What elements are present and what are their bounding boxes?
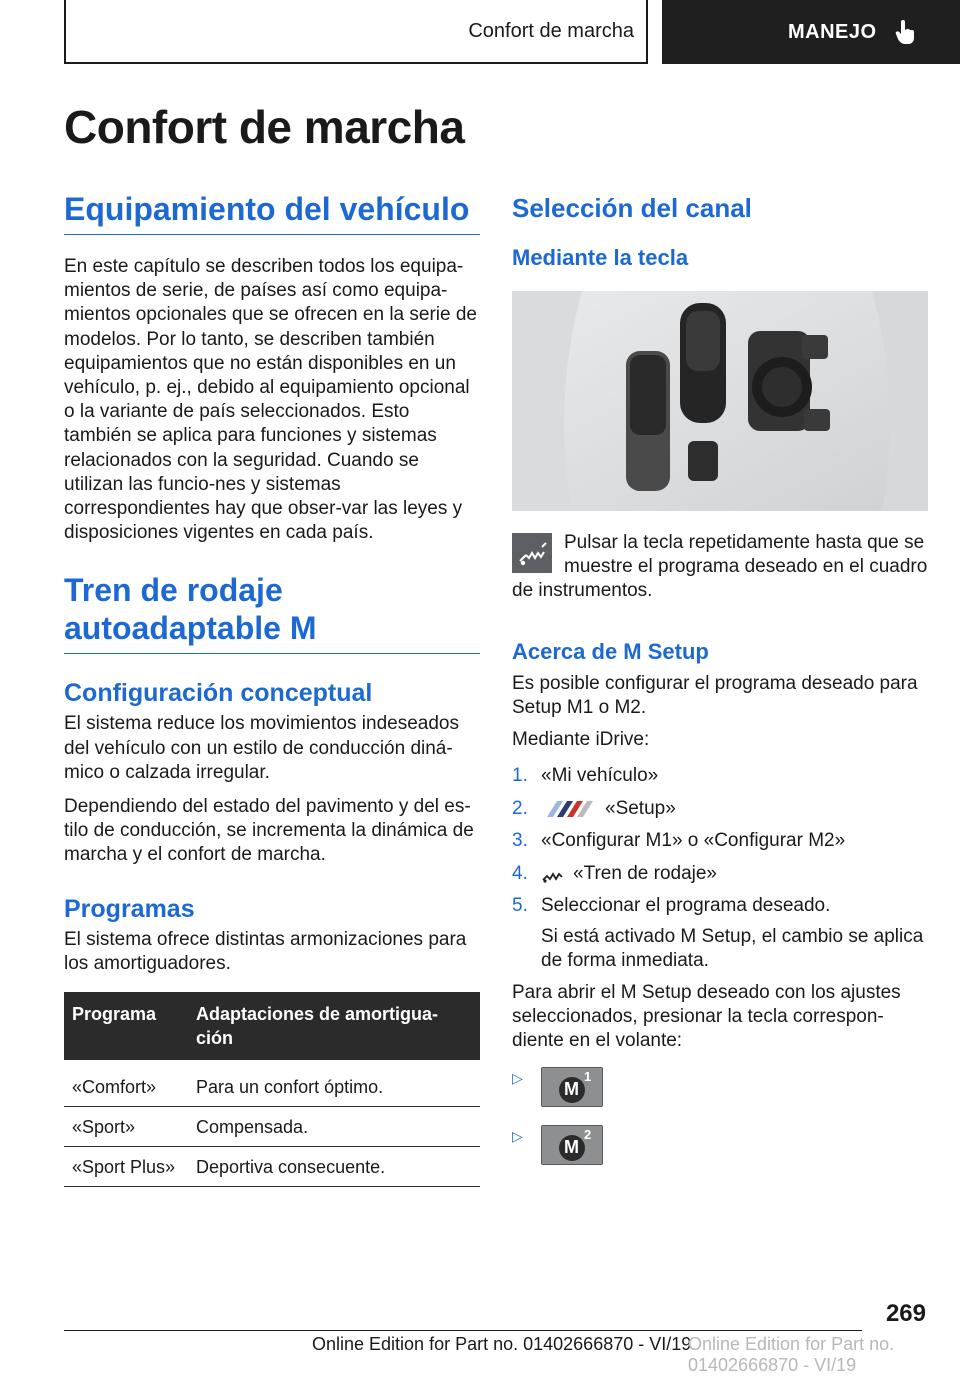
list-item bbox=[512, 1067, 928, 1123]
heading-tren-rodaje: Tren de rodaje autoadaptable M bbox=[64, 571, 480, 654]
step-text: «Setup» bbox=[605, 797, 676, 819]
footer-edition: Online Edition for Part no. 01402666870 - VI/19 bbox=[312, 1334, 692, 1354]
paragraph-programas: El sistema ofrece distintas armonizaciones para los amortiguadores. bbox=[64, 928, 467, 974]
page-title: Confort de marcha bbox=[64, 101, 465, 153]
header-section-label: Confort de marcha bbox=[468, 19, 634, 42]
table-cell: Deportiva consecuente. bbox=[188, 1147, 480, 1187]
header-tab-label: MANEJO bbox=[788, 20, 877, 43]
idrive-steps-list bbox=[512, 764, 928, 973]
m2-superscript: 2 bbox=[584, 1127, 592, 1143]
paragraph-tecla-line3: de instrumentos. bbox=[512, 580, 653, 602]
table-cell: Compensada. bbox=[188, 1107, 480, 1147]
m-stripes-icon bbox=[541, 799, 597, 819]
m2-label: M bbox=[564, 1137, 579, 1158]
step-text: Seleccionar el programa deseado. bbox=[541, 895, 831, 917]
list-item bbox=[512, 862, 928, 886]
left-column bbox=[64, 190, 480, 1187]
header-tab[interactable] bbox=[662, 0, 960, 64]
list-item bbox=[512, 764, 928, 788]
step-number: 2. bbox=[512, 797, 528, 819]
m1-steering-button bbox=[541, 1067, 603, 1107]
table-header-adaptaciones: Adaptaciones de amortigua‐ción bbox=[188, 992, 480, 1060]
list-item bbox=[512, 894, 928, 973]
list-item bbox=[512, 829, 928, 853]
heading-acerca-msetup: Acerca de M Setup bbox=[512, 638, 709, 664]
table-cell: «Sport Plus» bbox=[64, 1147, 188, 1187]
step-number: 4. bbox=[512, 862, 528, 884]
m1-label: M bbox=[564, 1079, 579, 1100]
page-number: 269 bbox=[885, 1300, 926, 1327]
table-cell: «Comfort» bbox=[64, 1060, 188, 1107]
paragraph-msetup-1: Es posible configurar el programa deseado para Setup M1 o M2. bbox=[512, 672, 918, 718]
paragraph-concept-2: Dependiendo del estado del pavimento y del es‐tilo de conducción, se incrementa la dinámica de marcha y el confort de marcha. bbox=[64, 796, 474, 866]
paragraph-volante: Para abrir el M Setup deseado con los ajustes seleccionados, presionar la tecla correspon‐diente en el volante: bbox=[512, 981, 901, 1052]
heading-configuracion: Configuración conceptual bbox=[64, 679, 373, 708]
hand-pointer-icon bbox=[895, 19, 917, 45]
programs-table bbox=[64, 992, 480, 1187]
footer-divider bbox=[64, 1330, 862, 1331]
paragraph-concept-1: El sistema reduce los movimientos indeseados del vehículo con un estilo de conducción diná‐mico o calzada irregular. bbox=[64, 713, 459, 783]
step-text: «Configurar M1» o «Configurar M2» bbox=[541, 830, 846, 852]
heading-seleccion-canal: Selección del canal bbox=[512, 193, 752, 223]
list-item bbox=[512, 797, 928, 821]
paragraph-tecla-line1: Pulsar la tecla repetidamente hasta que se bbox=[564, 532, 925, 553]
table-cell: «Sport» bbox=[64, 1107, 188, 1147]
heading-mediante-tecla: Mediante la tecla bbox=[512, 245, 689, 270]
table-header-programa: Programa bbox=[64, 992, 188, 1060]
footer-watermark: Online Edition for Part no. 01402666870 - VI/19 bbox=[688, 1334, 895, 1375]
step-text: «Tren de rodaje» bbox=[573, 862, 718, 884]
heading-equipamiento: Equipamiento del vehículo bbox=[64, 190, 480, 235]
m1-superscript: 1 bbox=[584, 1069, 592, 1085]
right-column bbox=[512, 190, 928, 1181]
tecla-instruction bbox=[512, 531, 928, 604]
table-row bbox=[64, 1107, 480, 1147]
suspension-button-icon bbox=[512, 533, 552, 573]
header-section-box bbox=[64, 0, 648, 64]
heading-programas: Programas bbox=[64, 894, 195, 923]
triangle-bullet-icon: ▷ bbox=[512, 1070, 523, 1087]
paragraph-tecla-line2: muestre el programa deseado en el cuadro bbox=[564, 556, 928, 578]
step-number: 3. bbox=[512, 830, 528, 852]
step-5-note: Si está activado M Setup, el cambio se aplica de forma inmediata. bbox=[541, 926, 924, 972]
table-header-row bbox=[64, 992, 480, 1060]
m2-steering-button bbox=[541, 1125, 603, 1165]
paragraph-msetup-2: Mediante iDrive: bbox=[512, 729, 650, 751]
step-number: 5. bbox=[512, 895, 528, 917]
list-item bbox=[512, 1125, 928, 1181]
triangle-bullet-icon: ▷ bbox=[512, 1128, 523, 1145]
center-console-photo bbox=[512, 291, 928, 511]
suspension-icon bbox=[541, 864, 565, 884]
step-number: 1. bbox=[512, 765, 528, 787]
paragraph-equipamiento: En este capítulo se describen todos los equipa‐mientos de serie, de países así como equipa‐mientos opcionales que se ofrecen en la serie de modelos. Por lo tanto, se describen también equipamientos que no están disponibles en un vehículo, p. ej., debido al equipamiento opcional o la variante de país seleccionados. Esto también se aplica para funciones y sistemas relacionados con la seguridad. Cuando se utilizan las funcio‐nes y sistemas correspondientes hay que obser‐var las leyes y disposiciones vigentes en cada país. bbox=[64, 256, 477, 544]
step-text: «Mi vehículo» bbox=[541, 765, 659, 787]
table-row bbox=[64, 1147, 480, 1187]
table-row bbox=[64, 1060, 480, 1107]
table-cell: Para un confort óptimo. bbox=[188, 1060, 480, 1107]
